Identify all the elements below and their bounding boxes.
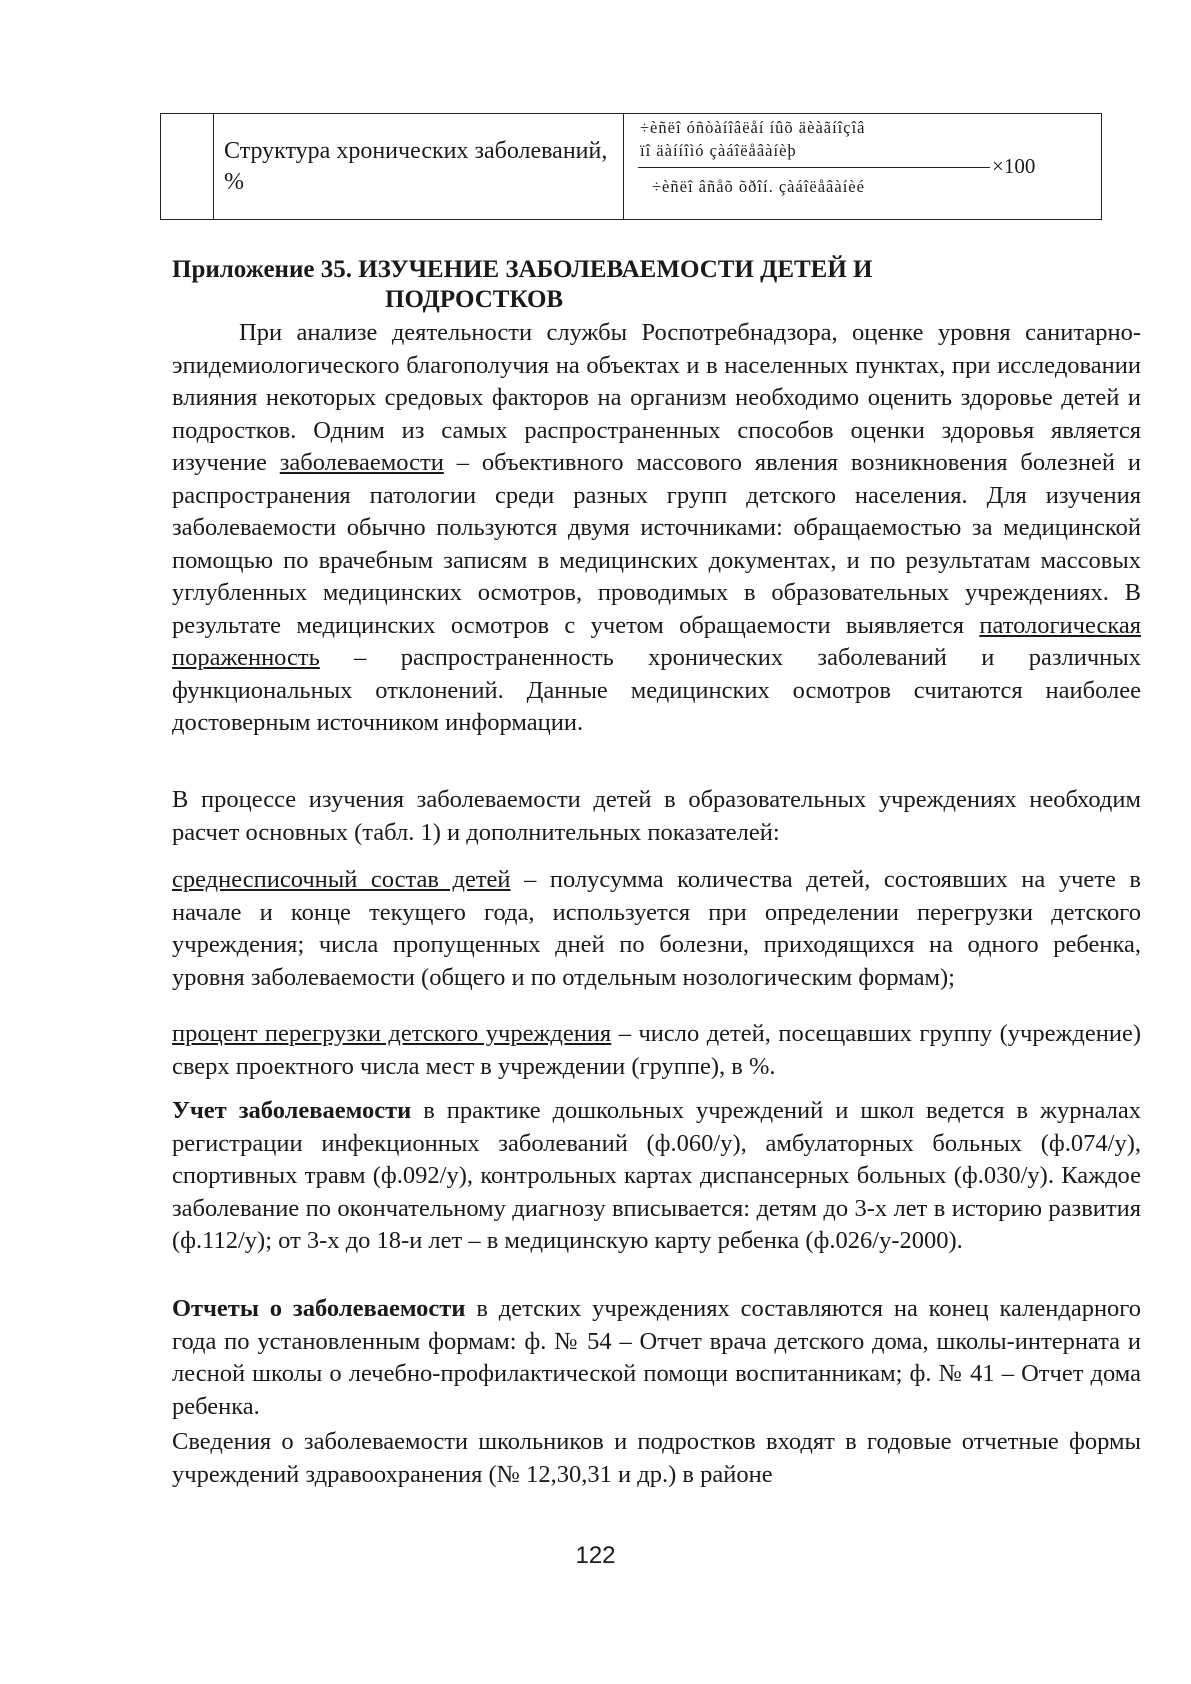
page-number: 122: [575, 1542, 616, 1569]
table-formula-cell: [624, 114, 1102, 220]
table-label-cell: Структура хронических заболеваний, %: [214, 114, 624, 220]
appendix-heading-line1: Приложение 35. ИЗУЧЕНИЕ ЗАБОЛЕВАЕМОСТИ ДЕТЕЙ И: [172, 256, 873, 283]
formula-denominator: ÷èñëî âñåõ õðîí. çàáîëåâàíèé: [652, 177, 865, 196]
paragraph-reports: [172, 1293, 1141, 1423]
paragraph-average-children-text: – полусумма количества детей, состоявших на учете в начале и конце текущего года, используется при определении перегрузки детского учреждения; числа пропущенных дней по болезни, приходящихся на одного ребенка, уровня заболеваемости (общего и по отдельным нозологическим формам);: [172, 866, 1141, 991]
paragraph-schoolchildren: Сведения о заболеваемости школьников и подростков входят в годовые отчетные формы учреждений здравоохранения (№ 12,30,31 и др.) в районе: [172, 1428, 1141, 1488]
term-average-children: среднесписочный состав детей: [172, 866, 511, 893]
term-reports: Отчеты о заболеваемости: [172, 1295, 466, 1322]
table-number-cell: [161, 114, 214, 220]
formula-table: [160, 113, 1102, 220]
paragraph-intro-middle: – объективного массового явления возникновения болезней и распространения патологии среди разных групп детского населения. Для изучения заболеваемости обычно пользуются двумя источниками: обращаемостью за медицинской помощью по врачебным записям в медицинских документах, и по результатам массовых углубленных медицинских осмотров, проводимых в образовательных учреждениях. В результате медицинских осмотров с учетом обращаемости выявляется: [172, 449, 1141, 639]
paragraph-intro-end: – распространенность хронических заболеваний и различных функциональных отклонений. Данные медицинских осмотров считаются наиболее достоверным источником информации.: [172, 644, 1141, 736]
paragraph-intro: [172, 317, 1141, 740]
paragraph-average-children: [172, 864, 1141, 994]
term-morbidity: заболеваемости: [279, 449, 444, 476]
formula-numerator-line1: ÷èñëî óñòàíîâëåí íûõ äèàãíîçîâ: [640, 118, 866, 137]
appendix-heading-line2: ПОДРОСТКОВ: [385, 286, 564, 313]
term-accounting: Учет заболеваемости: [172, 1097, 412, 1124]
formula-multiplier: ×100: [992, 154, 1036, 178]
paragraph-accounting-text: в практике дошкольных учреждений и школ ведется в журналах регистрации инфекционных заболеваний (ф.060/у), амбулаторных больных (ф.074/у), спортивных травм (ф.092/у), контрольных картах диспансерных больных (ф.030/у). Каждое заболевание по окончательному диагнозу вписывается: детям до 3-х лет в историю развития (ф.112/у); от 3-х до 18-и лет – в медицинскую карту ребенка (ф.026/у-2000).: [172, 1097, 1141, 1254]
term-overload-percent: процент перегрузки детского учреждения: [172, 1020, 612, 1047]
paragraph-accounting: [172, 1095, 1141, 1258]
paragraph-calculation: В процессе изучения заболеваемости детей в образовательных учреждениях необходим расчет основных (табл. 1) и дополнительных показателей:: [172, 786, 1141, 846]
paragraph-overload: [172, 1018, 1141, 1083]
paragraph-intro-start: При анализе деятельности службы Роспотребнадзора, оценке уровня санитарно-эпидемиологического благополучия на объектах и в населенных пунктах, при исследовании влияния некоторых средовых факторов на организм необходимо оценить здоровье детей и подростков. Одним из самых распространенных способов оценки здоровья является изучение: [172, 319, 1141, 476]
term-pathological-prevalence: патологическая пораженность: [172, 611, 1141, 671]
paragraph-overload-text: – число детей, посещавших группу (учреждение) сверх проектного числа мест в учреждении (группе), в %.: [172, 1020, 1141, 1080]
paragraph-reports-text: в детских учреждениях составляются на конец календарного года по установленным формам: ф. № 54 – Отчет врача детского дома, школы-интерната и лесной школы о лечебно-профилактической помощи воспитанникам; ф. № 41 – Отчет дома ребенка.: [172, 1295, 1141, 1420]
formula-numerator-line2: ïî äàííîìó çàáîëåâàíèþ: [640, 141, 797, 160]
formula-fraction-bar: [638, 167, 990, 168]
